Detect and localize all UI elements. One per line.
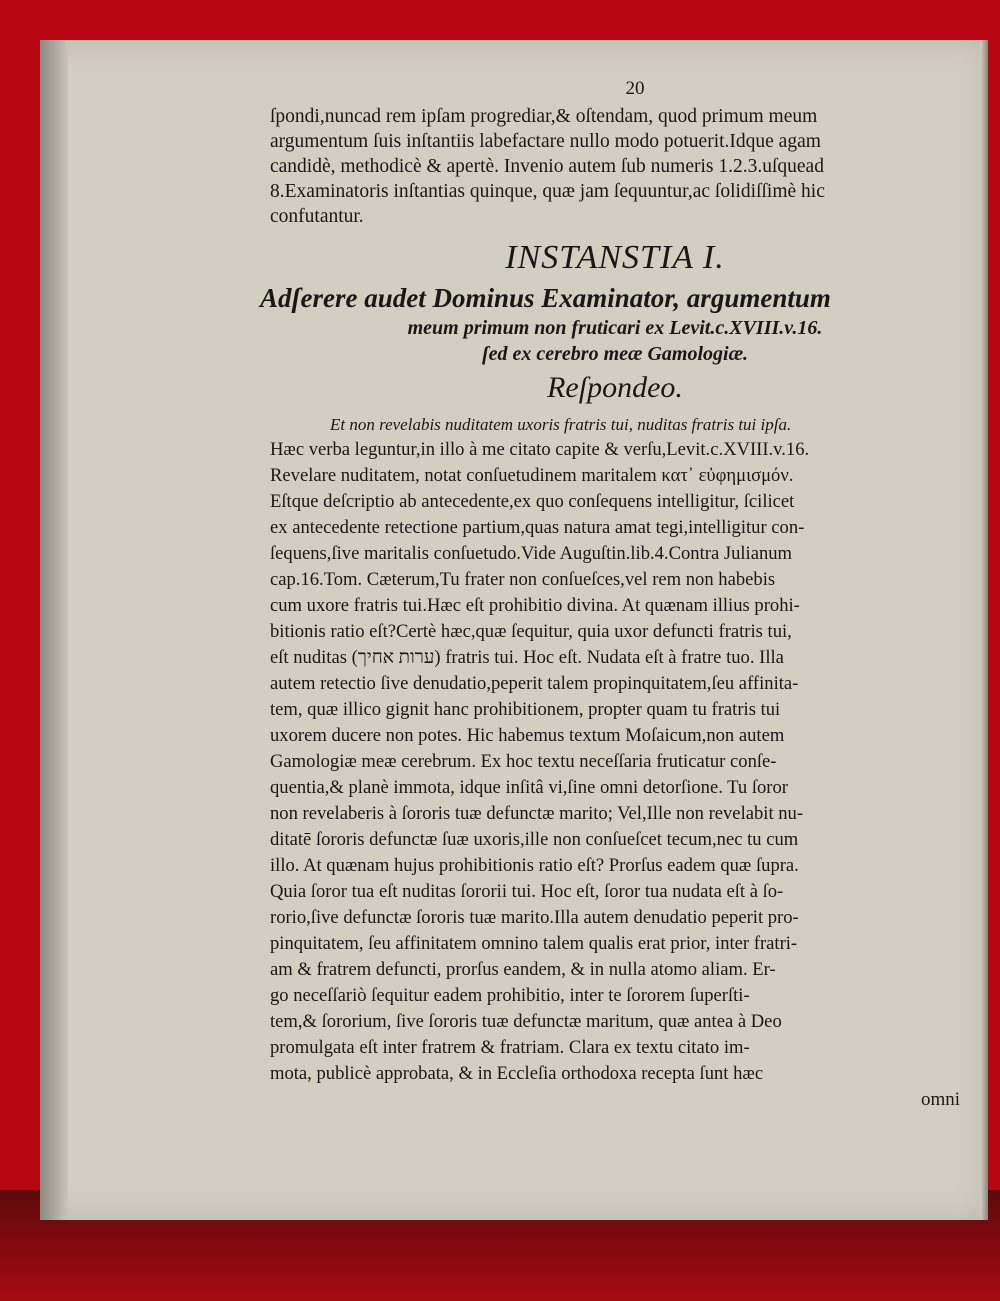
text-line: candidè, methodicè & apertè. Invenio autem ſub numeris 1.2.3.uſquead [270,156,824,177]
text-line: ſpondi,nuncad rem ipſam progrediar,& oſtendam, quod primum meum [270,106,818,127]
page-gutter [40,40,68,1220]
text-line: cum uxore fratris tui.Hæc eſt prohibitio divina. At quænam illius prohi- [270,595,800,616]
text-line: Revelare nuditatem, notat conſuetudinem maritalem κατ᾽ εὐφημισμόν. [270,465,794,486]
page-number: 20 [625,78,645,99]
text-line: illo. At quænam hujus prohibitionis ratio eſt? Prorſus eadem quæ ſupra. [270,855,799,876]
subheading-line: ſed ex cerebro meæ Gamologiæ. [481,343,749,365]
text-line: ex antecedente retectione partium,quas natura amat tegi,intelligitur con- [270,517,805,538]
text-line: quentia,& planè immota, idque inſitâ vi,ſine omni detorſione. Tu ſoror [270,777,788,798]
intro-paragraph [270,104,960,229]
text-line: Quia ſoror tua eſt nuditas ſororii tui. Hoc eſt, ſoror tua nudata eſt à ſo- [270,881,784,902]
text-line: argumentum ſuis inſtantiis labefactare nullo modo potuerit.Idque agam [270,131,821,152]
text-line: bitionis ratio eſt?Certè hæc,quæ ſequitur, quia uxor defuncti fratris tui, [270,621,792,642]
text-line: promulgata eſt inter fratrem & fratriam. Clara ex textu citato im- [270,1037,750,1058]
text-line: eſt nuditas (ערות אחיך) fratris tui. Hoc eſt. Nudata eſt à fratre tuo. Illa [270,647,784,668]
page-text [260,78,960,1113]
section-heading: INSTANSTIA I. [505,239,725,276]
text-line: ſequens,ſive maritalis conſuetudo.Vide Auguſtin.lib.4.Contra Julianum [270,543,793,564]
text-line: rorio,ſive defunctæ ſororis tuæ marito.Illa autem denudatio peperit pro- [270,907,799,928]
text-line: non revelaberis à ſororis tuæ defunctæ marito; Vel,Ille non revelabit nu- [270,803,804,824]
text-line: 8.Examinatoris inſtantias quinque, quæ jam ſequuntur,ac ſolidiſſimè hic [270,181,825,202]
text-line: tem, quæ illico gignit hanc prohibitionem, propter quam tu fratris tui [270,699,781,720]
text-line: autem retectio ſive denudatio,peperit talem propinquitatem,ſeu affinita- [270,673,799,694]
text-line: Eſtque deſcriptio ab antecedente,ex quo conſequens intelligitur, ſcilicet [270,491,795,512]
catchword: omni [920,1089,960,1110]
text-line: ditatē ſororis defunctæ ſuæ uxoris,ille non conſueſcet tecum,nec tu cum [270,829,799,850]
scripture-quote: Et non revelabis nuditatem uxoris fratris tui, nuditas fratris tui ipſa. [330,415,792,434]
respondeo-heading: Reſpondeo. [547,371,683,404]
text-line: tem,& ſororium, ſive ſororis tuæ defunctæ maritum, quæ antea à Deo [270,1011,782,1032]
text-line: Hæc verba leguntur,in illo à me citato capite & verſu,Levit.c.XVIII.v.16. [270,439,810,460]
text-line: Gamologiæ meæ cerebrum. Ex hoc textu neceſſaria fruticatur conſe- [270,751,777,772]
page-edge [980,40,988,1220]
body-paragraph [270,437,960,1087]
subheading-line: meum primum non fruticari ex Levit.c.XVIII.v.16. [407,317,823,339]
text-line: cap.16.Tom. Cæterum,Tu frater non conſueſces,vel rem non habebis [270,569,776,590]
subheading-line: Adſerere audet Dominus Examinator, argumentum [260,283,831,313]
text-line: mota, publicè approbata, & in Eccleſia orthodoxa recepta ſunt hæc [270,1063,764,1084]
text-line: go neceſſariò ſequitur eadem prohibitio, inter te ſororem ſuperſti- [270,985,750,1006]
text-line: am & fratrem defuncti, prorſus eandem, & in nulla atomo aliam. Er- [270,959,776,980]
text-line: pinquitatem, ſeu affinitatem omnino talem qualis erat prior, inter fratri- [270,933,798,954]
text-line: uxorem ducere non potes. Hic habemus textum Moſaicum,non autem [270,725,785,746]
text-line: confutantur. [270,206,364,227]
